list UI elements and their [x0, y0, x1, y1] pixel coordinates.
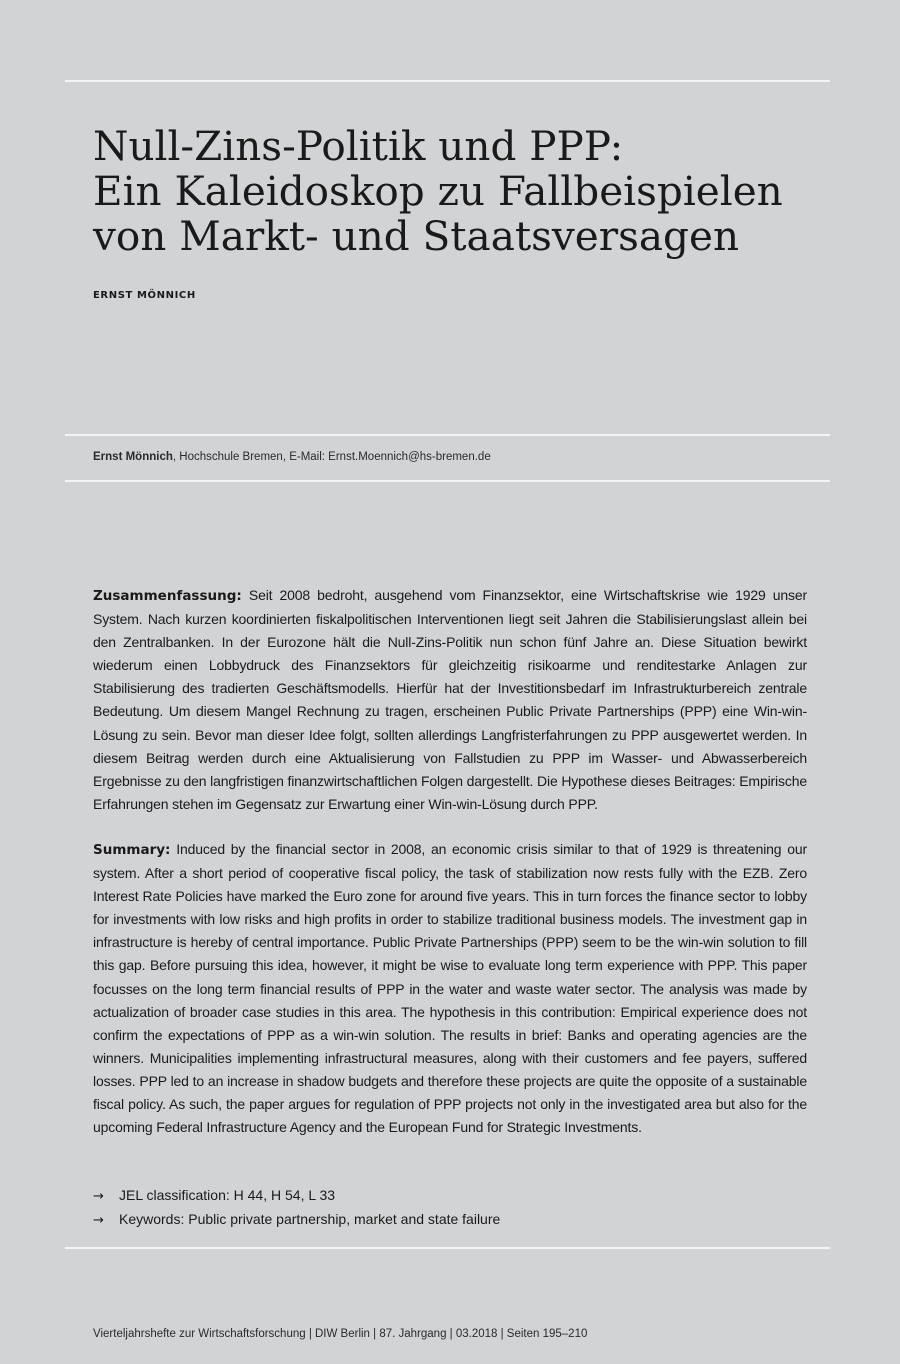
abstract-german-text: Seit 2008 bedroht, ausgehend vom Finanzsektor, eine Wirtschaftskrise wie 1929 unser System. Nach kurzen koordinierten fiskalpolitischen Interventionen liegt seit Jahren die Stabilisierungslast allein bei den Zentralbanken. In der Eurozone hält die Null-Zins-Politik nun schon fünf Jahre an. Diese Situation bewirkt wiederum einen Lobbydruck des Finanzsektors für gleichzeitig risikoarme und renditestarke Anlagen zur Stabilisierung des tradierten Geschäftsmodells. Hierfür hat der Investitionsbedarf im Infrastrukturbereich zentrale Bedeutung. Um diesem Mangel Rechnung zu tragen, erscheinen Public Private Partnerships (PPP) eine Win-win-Lösung zu sein. Bevor man dieser Idee folgt, sollten allerdings Langfristerfahrungen zu PPP ausgewertet werden. In diesem Beitrag werden durch eine Aktualisierung von Fallstudien zu PPP im Wasser- und Abwasserbereich Ergebnisse zu den langfristigen finanzwirtschaftlichen Folgen dargestellt. Die Hypothese dieses Beitrages: Empirische Erfahrungen stehen im Gegensatz zur Erwartung einer Win-win-Lösung durch PPP.: [93, 587, 807, 812]
keywords-text: Keywords: Public private partnership, market and state failure: [119, 1211, 501, 1227]
affiliation-name: Ernst Mönnich: [93, 451, 173, 463]
abstract-english: [93, 838, 807, 1139]
keywords: [93, 1208, 500, 1232]
affiliation-top-rule: [65, 434, 830, 436]
affiliation-bottom-rule: [65, 480, 830, 482]
affiliation-details: , Hochschule Bremen, E-Mail: Ernst.Moennich@hs-bremen.de: [172, 451, 491, 463]
title-line-2: Ein Kaleidoskop zu Fallbeispielen: [93, 167, 783, 215]
abstract-german: [93, 584, 807, 816]
author-name: ERNST MÖNNICH: [93, 290, 196, 301]
top-rule: [65, 80, 830, 82]
jel-classification-text: JEL classification: H 44, H 54, L 33: [119, 1187, 336, 1203]
arrow-right-icon: →: [93, 1213, 104, 1228]
abstract-german-label: Zusammenfassung:: [93, 588, 242, 604]
title-line-1: Null-Zins-Politik und PPP:: [93, 122, 624, 170]
bottom-rule: [65, 1247, 830, 1249]
paper-metadata: [93, 1184, 500, 1232]
paper-title: [93, 124, 833, 259]
arrow-right-icon: →: [93, 1189, 104, 1204]
journal-footer: Vierteljahrshefte zur Wirtschaftsforschung | DIW Berlin | 87. Jahrgang | 03.2018 | Seiten 195–210: [93, 1328, 588, 1340]
title-line-3: von Markt- und Staatsversagen: [93, 212, 740, 260]
abstract-english-text: Induced by the financial sector in 2008, an economic crisis similar to that of 1929 is threatening our system. After a short period of cooperative fiscal policy, the task of stabilization now rests fully with the EZB. Zero Interest Rate Policies have marked the Euro zone for around five years. This in turn forces the finance sector to lobby for investments with low risks and high profits in order to stabilize traditional business models. The investment gap in infrastructure is hereby of central importance. Public Private Partnerships (PPP) seem to be the win-win solution to fill this gap. Before pursuing this idea, however, it might be wise to evaluate long term experience with PPP. This paper focusses on the long term financial results of PPP in the water and waste water sector. The analysis was made by actualization of broader case studies in this area. The hypothesis in this contribution: Empirical experience does not confirm the expectations of PPP as a win-win solution. The results in brief: Banks and operating agencies are the winners. Municipalities implementing infrastructural measures, along with their customers and fee payers, suffered losses. PPP led to an increase in shadow budgets and therefore these projects are quite the opposite of a sustainable fiscal policy. As such, the paper argues for regulation of PPP projects not only in the investigated area but also for the upcoming Federal Infrastructure Agency and the European Fund for Strategic Investments.: [93, 841, 807, 1136]
author-affiliation: [93, 451, 491, 463]
jel-classification: [93, 1184, 500, 1208]
abstract-english-label: Summary:: [93, 842, 171, 858]
